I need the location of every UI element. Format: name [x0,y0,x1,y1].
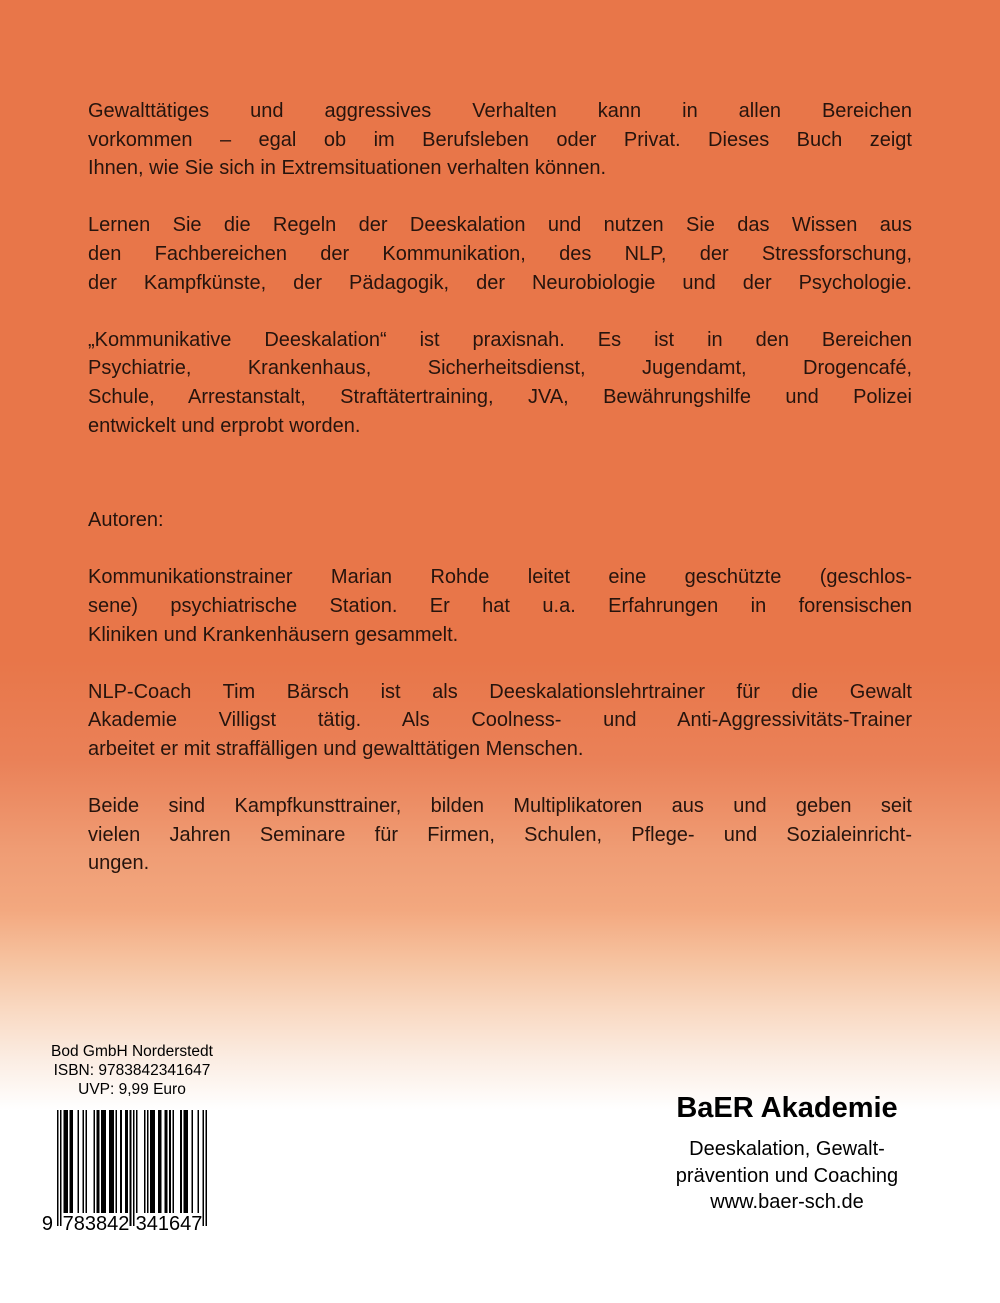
text-line: NLP-Coach Tim Bärsch ist als Deeskalationslehrtrainer für die Gewalt [88,680,912,703]
blurb-section [88,97,912,906]
barcode-digits-left: 783842 [62,1213,130,1234]
akademie-line: Deeskalation, Gewalt- [689,1138,885,1160]
publisher-line: UVP: 9,99 Euro [78,1081,186,1098]
text-line: Kliniken und Krankenhäusern gesammelt. [88,623,459,646]
text-line: vielen Jahren Seminare für Firmen, Schulen, Pflege- und Sozialeinricht- [88,823,912,846]
akademie-info [637,1092,937,1216]
publisher-info [36,1042,228,1099]
publisher-line: ISBN: 9783842341647 [53,1062,211,1079]
paragraph [88,792,912,878]
paragraph [88,678,912,764]
akademie-name: BaER Akademie [676,1092,898,1124]
text-line: der Kampfkünste, der Pädagogik, der Neurobiologie und der Psychologie. [88,271,912,294]
barcode-digit-first: 9 [41,1213,53,1234]
text-line: „Kommunikative Deeskalation“ ist praxisnah. Es ist in den Bereichen [88,328,912,351]
paragraph [88,563,912,649]
authors-paragraphs [88,563,912,878]
text-line: vorkommen – egal ob im Berufsleben oder Privat. Dieses Buch zeigt [88,128,912,151]
publisher-line: Bod GmbH Norderstedt [51,1043,213,1060]
akademie-lines [637,1136,937,1216]
text-line: arbeitet er mit straffälligen und gewalttätigen Menschen. [88,737,584,760]
text-line: Akademie Villigst tätig. Als Coolness- und Anti-Aggressivitäts-Trainer [88,709,912,732]
authors-heading: Autoren: [88,509,164,532]
text-line: Lernen Sie die Regeln der Deeskalation und nutzen Sie das Wissen aus [88,214,912,237]
text-line: den Fachbereichen der Kommunikation, des NLP, der Stressforschung, [88,242,912,265]
text-line: Gewalttätiges und aggressives Verhalten kann in allen Bereichen [88,100,912,122]
intro-paragraphs [88,97,912,440]
akademie-line: prävention und Coaching [675,1164,899,1187]
paragraph [88,326,912,440]
ean13-barcode [36,1110,210,1234]
barcode-digits-right: 341647 [135,1213,203,1234]
text-line: Psychiatrie, Krankenhaus, Sicherheitsdienst, Jugendamt, Drogencafé, [88,357,912,380]
text-line: entwickelt und erprobt worden. [88,414,361,437]
text-line: Kommunikationstrainer Marian Rohde leitet eine geschützte (geschlos- [88,566,912,589]
paragraph [88,211,912,297]
paragraph [88,97,912,183]
akademie-line: www.baer-sch.de [710,1191,864,1213]
text-line: sene) psychiatrische Station. Er hat u.a. Erfahrungen in forensischen [88,594,912,617]
text-line: Schule, Arrestanstalt, Straftätertraining, JVA, Bewährungshilfe und Polizei [88,385,912,408]
text-line: Beide sind Kampfkunsttrainer, bilden Multiplikatoren aus und geben seit [88,795,912,818]
text-line: Ihnen, wie Sie sich in Extremsituationen verhalten können. [88,157,607,180]
ean13-barcode-svg [36,1110,210,1234]
text-line: ungen. [88,852,150,875]
